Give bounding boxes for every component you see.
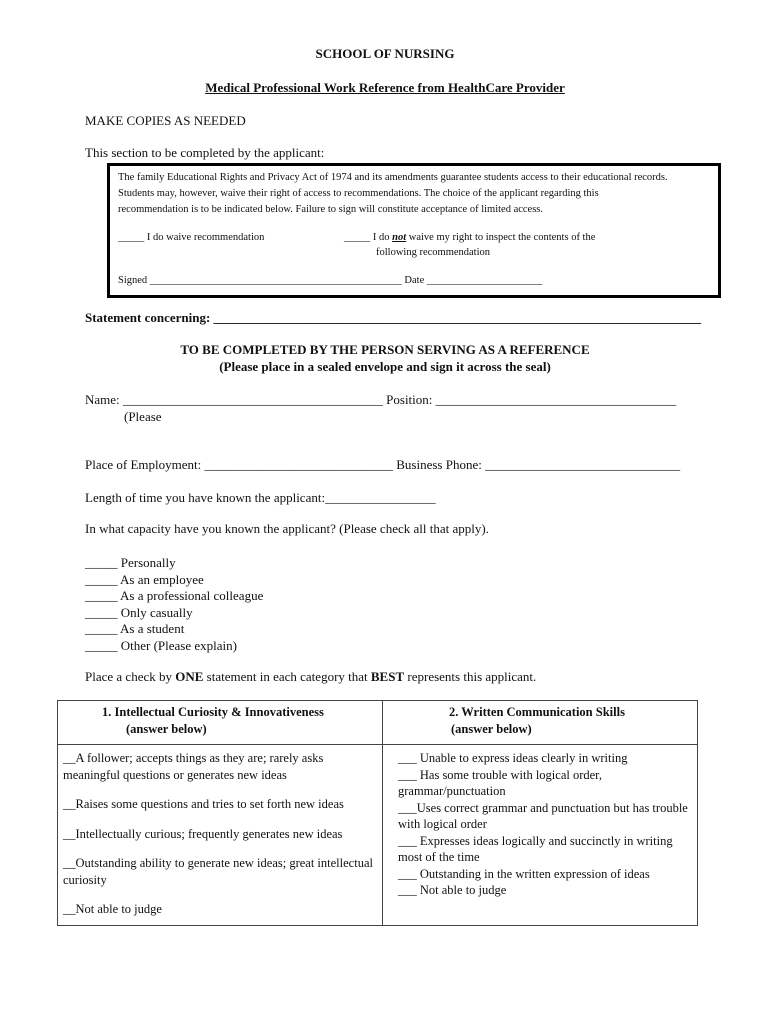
reference-section-subtitle: (Please place in a sealed envelope and sign it across the seal) xyxy=(219,359,551,374)
category-2-option[interactable]: ___ Has some trouble with logical order, grammar/punctuation xyxy=(398,767,602,798)
category-1-option[interactable]: __Intellectually curious; frequently generates new ideas xyxy=(63,826,343,841)
statement-concerning-field[interactable]: Statement concerning: ___________________________________________________________________________ xyxy=(85,310,702,325)
instruction-one: ONE xyxy=(175,669,204,684)
capacity-option[interactable]: _____ Only casually xyxy=(85,604,193,620)
not-emphasis: not xyxy=(392,232,407,243)
category-1-subheading: (answer below) xyxy=(126,722,207,736)
reference-section-title: TO BE COMPLETED BY THE PERSON SERVING AS A REFERENCE xyxy=(180,342,590,357)
instruction-suffix: represents this applicant. xyxy=(404,669,537,684)
employment-phone-fields[interactable]: Place of Employment: _____________________________ Business Phone: ______________________________ xyxy=(85,457,681,472)
category-1-heading: 1. Intellectual Curiosity & Innovativeness xyxy=(102,705,324,719)
copies-note: MAKE COPIES AS NEEDED xyxy=(85,113,246,128)
waive-option[interactable]: _____ I do waive recommendation xyxy=(118,232,265,243)
instruction-mid: statement in each category that xyxy=(203,669,371,684)
capacity-option[interactable]: _____ Personally xyxy=(85,555,176,570)
instruction-best: BEST xyxy=(370,669,405,684)
signed-date-line[interactable]: Signed ________________________________________________ Date ______________________ xyxy=(118,275,543,286)
ferpa-text-line-2: Students may, however, waive their right of access to recommendations. The choice of the applicant regarding this xyxy=(118,188,599,199)
name-position-fields[interactable]: Name: ________________________________________ Position: _____________________________________ xyxy=(85,392,677,407)
rating-categories-table xyxy=(57,700,698,926)
capacity-question: In what capacity have you known the applicant? (Please check all that apply). xyxy=(85,521,489,536)
category-2-heading: 2. Written Communication Skills xyxy=(449,705,625,719)
category-2-option[interactable]: ___ Expresses ideas logically and succinctly in writing most of the time xyxy=(398,833,673,864)
category-1-option[interactable]: __A follower; accepts things as they are; rarely asks meaningful questions or generates new ideas xyxy=(63,751,324,782)
ferpa-text-line-3: recommendation is to be indicated below. Failure to sign will constitute acceptance of limited access. xyxy=(118,204,544,215)
not-waive-prefix: _____ I do xyxy=(344,232,393,243)
category-1-option[interactable]: __Not able to judge xyxy=(63,902,162,916)
category-2-options xyxy=(383,745,698,926)
school-name: SCHOOL OF NURSING xyxy=(315,46,455,61)
capacity-options-list xyxy=(85,555,263,654)
not-waive-line-2: following recommendation xyxy=(376,247,491,258)
ferpa-text-line-1: The family Educational Rights and Privacy Act of 1974 and its amendments guarantee students access to their educational records. xyxy=(118,172,668,183)
not-waive-suffix: waive my right to inspect the contents of the xyxy=(406,232,596,243)
form-title: Medical Professional Work Reference from HealthCare Provider xyxy=(205,80,565,95)
name-hint: (Please xyxy=(124,409,162,424)
category-2-subheading: (answer below) xyxy=(451,722,532,736)
category-1-option[interactable]: __Raises some questions and tries to set forth new ideas xyxy=(63,797,344,811)
category-2-option[interactable]: ___ Outstanding in the written expression of ideas xyxy=(398,866,650,881)
category-2-header xyxy=(383,701,698,745)
capacity-option[interactable]: _____ As a student xyxy=(85,621,185,636)
length-known-field[interactable]: Length of time you have known the applicant:_________________ xyxy=(85,490,436,505)
applicant-section-label: This section to be completed by the applicant: xyxy=(85,145,325,160)
instruction-line xyxy=(85,669,536,685)
not-waive-option[interactable] xyxy=(344,232,595,243)
capacity-option[interactable]: _____ As an employee xyxy=(85,571,204,587)
category-2-option[interactable]: ___ Unable to express ideas clearly in writing xyxy=(398,751,628,765)
capacity-option[interactable]: _____ As a professional colleague xyxy=(85,588,264,603)
category-1-header xyxy=(58,701,383,745)
category-1-option[interactable]: __Outstanding ability to generate new ideas; great intellectual curiosity xyxy=(63,856,373,887)
capacity-option[interactable]: _____ Other (Please explain) xyxy=(85,637,237,653)
category-2-option[interactable]: ___Uses correct grammar and punctuation but has trouble with logical order xyxy=(398,800,688,831)
instruction-prefix: Place a check by xyxy=(85,669,176,684)
category-2-option[interactable]: ___ Not able to judge xyxy=(398,883,507,897)
category-1-options xyxy=(58,745,383,926)
